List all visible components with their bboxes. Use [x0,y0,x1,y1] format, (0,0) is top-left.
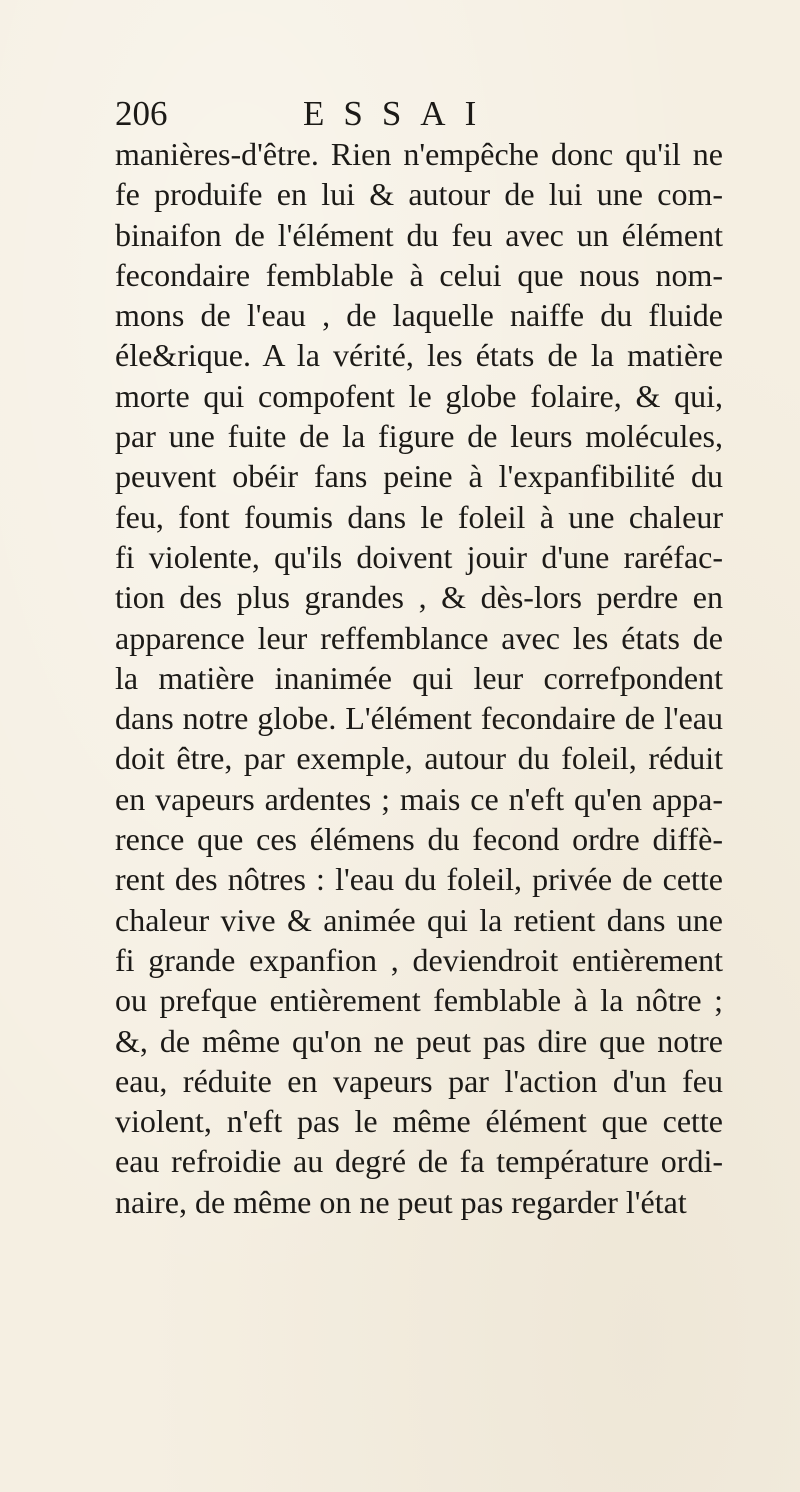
body-text [115,134,723,1222]
text-line: fi grande expanfion , deviendroit entièrement [115,941,723,978]
text-line: doit être, par exemple, autour du foleil, réduit [115,740,723,777]
text-line: la matière inanimée qui leur correfpondent [115,659,723,696]
text-line: binaifon de l'élément du feu avec un élément [115,216,723,253]
text-line: naire, de même on ne peut pas regarder l'état [115,1183,687,1220]
text-line: morte qui compofent le globe folaire, & qui, [115,377,723,414]
text-line: en vapeurs ardentes ; mais ce n'eft qu'en appa- [115,780,723,817]
text-line: apparence leur reffemblance avec les états de [115,619,723,656]
text-line: rence que ces élémens du fecond ordre diffè- [115,821,723,858]
running-head-title: ESSAI [303,94,496,133]
text-line: eau, réduite en vapeurs par l'action d'un feu [115,1062,723,1099]
text-line: peuvent obéir fans peine à l'expanfibilité du [115,458,723,495]
text-line: tion des plus grandes , & dès-lors perdre en [115,579,723,616]
text-line: fe produife en lui & autour de lui une com- [115,176,723,213]
text-line: eau refroidie au degré de fa température ordi- [115,1143,723,1180]
text-line: ou prefque entièrement femblable à la nôtre ; [115,982,723,1019]
text-line: par une fuite de la figure de leurs molécules, [115,418,723,455]
text-line: manières-d'être. Rien n'empêche donc qu'il ne [115,136,723,172]
page-number: 206 [115,94,168,133]
text-line: &, de même qu'on ne peut pas dire que notre [115,1022,723,1059]
text-line: mons de l'eau , de laquelle naiffe du fluide [115,297,723,334]
text-line: dans notre globe. L'élément fecondaire de l'eau [115,700,723,737]
text-line: fecondaire femblable à celui que nous nom- [115,256,723,293]
running-head [115,92,715,136]
text-line: violent, n'eft pas le même élément que cette [115,1103,723,1140]
text-line: éle&rique. A la vérité, les états de la matière [115,337,723,374]
text-line: chaleur vive & animée qui la retient dans une [115,901,723,938]
text-line: rent des nôtres : l'eau du foleil, privée de cette [115,861,723,898]
text-line: feu, font foumis dans le foleil à une chaleur [115,498,723,535]
text-line: fi violente, qu'ils doivent jouir d'une raréfac- [115,538,723,575]
